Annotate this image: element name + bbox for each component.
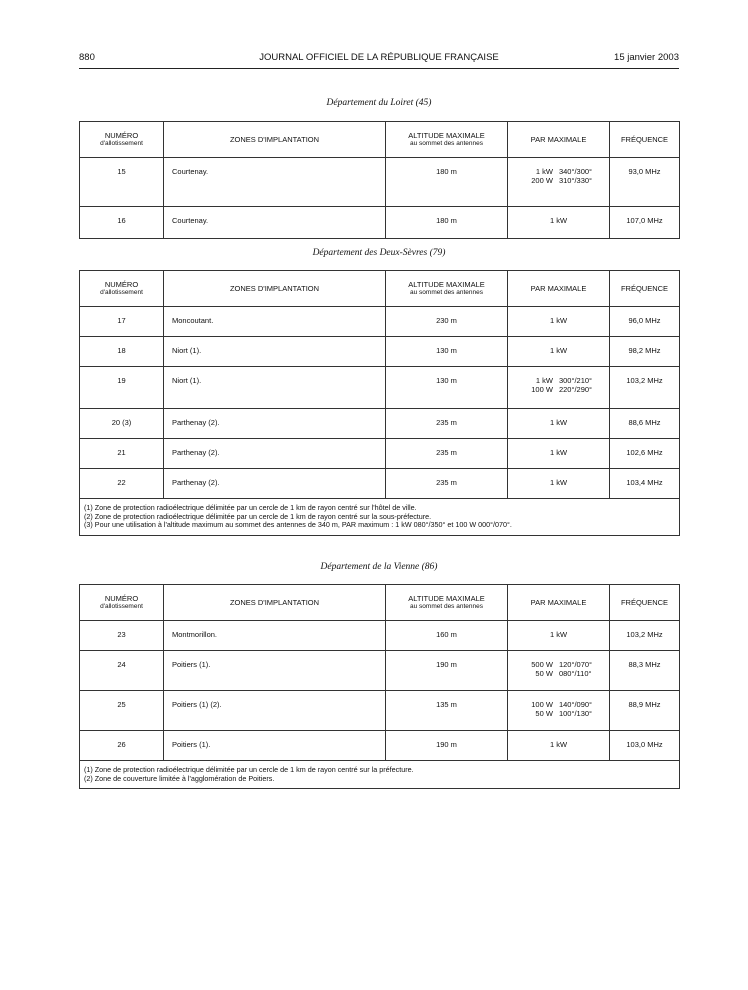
par-power: 1 kW — [549, 478, 568, 487]
par-directions: 120°/070° — [558, 660, 593, 669]
max-par — [508, 307, 610, 337]
max-altitude: 235 m — [386, 469, 508, 499]
journal-title: JOURNAL OFFICIEL DE LA RÉPUBLIQUE FRANÇAISE — [259, 52, 499, 63]
max-altitude: 235 m — [386, 409, 508, 439]
max-par — [508, 469, 610, 499]
allotment-number: 22 — [80, 469, 164, 499]
zone-name: Niort (1). — [164, 337, 386, 367]
table-row — [80, 337, 680, 367]
par-directions: 100°/130° — [558, 709, 593, 718]
table-row — [80, 158, 680, 207]
max-altitude: 235 m — [386, 439, 508, 469]
allotment-number: 25 — [80, 691, 164, 731]
zone-name: Courtenay. — [164, 158, 386, 207]
col-header-altitude-sub: au sommet des antennes — [410, 139, 483, 147]
col-header-par: PAR MAXIMALE — [508, 271, 610, 307]
frequency: 88,9 MHz — [610, 691, 680, 731]
max-altitude: 135 m — [386, 691, 508, 731]
zone-name: Moncoutant. — [164, 307, 386, 337]
col-header-altitude-title: ALTITUDE MAXIMALE — [408, 279, 485, 289]
footnote: (2) Zone de protection radioélectrique délimitée par un cercle de 1 km de rayon centré sur la sous-préfecture. — [84, 511, 432, 521]
par-directions: 220°/290° — [558, 385, 593, 394]
footnotes — [80, 761, 680, 789]
max-par — [508, 621, 610, 651]
allotment-number: 23 — [80, 621, 164, 651]
par-power: 500 W — [531, 660, 553, 669]
zone-name: Niort (1). — [164, 367, 386, 409]
col-header-par: PAR MAXIMALE — [508, 585, 610, 621]
par-lines — [525, 376, 592, 394]
notes-row — [80, 761, 680, 789]
par-power: 1 kW — [549, 316, 568, 325]
par-power: 50 W — [535, 709, 553, 718]
table-row — [80, 439, 680, 469]
max-altitude: 190 m — [386, 651, 508, 691]
par-power: 200 W — [531, 176, 553, 185]
col-header-zones: ZONES D'IMPLANTATION — [164, 271, 386, 307]
table-row — [80, 691, 680, 731]
max-par — [508, 731, 610, 761]
max-altitude: 130 m — [386, 367, 508, 409]
max-altitude: 180 m — [386, 207, 508, 239]
par-power: 1 kW — [549, 448, 568, 457]
par-power: 1 kW — [535, 376, 553, 385]
par-power: 1 kW — [549, 216, 568, 225]
frequency: 103,2 MHz — [610, 367, 680, 409]
col-header-number — [80, 585, 164, 621]
allotment-number: 19 — [80, 367, 164, 409]
col-header-number-title: NUMÉRO — [104, 130, 139, 140]
table-row — [80, 207, 680, 239]
max-altitude: 160 m — [386, 621, 508, 651]
col-header-frequency: FRÉQUENCE — [610, 122, 680, 158]
frequency: 88,3 MHz — [610, 651, 680, 691]
max-par — [508, 337, 610, 367]
col-header-number — [80, 271, 164, 307]
col-header-zones: ZONES D'IMPLANTATION — [164, 122, 386, 158]
section-title-deux-sevres: Département des Deux-Sèvres (79) — [312, 248, 446, 258]
frequency: 103,0 MHz — [610, 731, 680, 761]
col-header-altitude — [386, 122, 508, 158]
frequency: 103,2 MHz — [610, 621, 680, 651]
zone-name: Montmorillon. — [164, 621, 386, 651]
frequency: 88,6 MHz — [610, 409, 680, 439]
par-line — [525, 660, 592, 669]
allotment-number: 20 (3) — [80, 409, 164, 439]
par-power: 1 kW — [535, 167, 553, 176]
allotment-number: 15 — [80, 158, 164, 207]
allotment-number: 24 — [80, 651, 164, 691]
max-altitude: 130 m — [386, 337, 508, 367]
table-row — [80, 621, 680, 651]
page-number: 880 — [79, 52, 95, 63]
allotment-number: 21 — [80, 439, 164, 469]
max-par — [508, 409, 610, 439]
col-header-altitude-sub: au sommet des antennes — [410, 602, 483, 610]
par-line — [525, 385, 592, 394]
frequency: 93,0 MHz — [610, 158, 680, 207]
col-header-number-sub: d'allotissement — [100, 139, 143, 147]
footnote: (3) Pour une utilisation à l'altitude maximum au sommet des antennes de 340 m, PAR maximum : 1 kW 080°/350° et 100 W 000°/070°. — [84, 520, 512, 530]
table-header-row — [80, 122, 680, 158]
par-power: 50 W — [535, 669, 553, 678]
allotment-number: 17 — [80, 307, 164, 337]
allotment-table-vienne — [79, 584, 680, 789]
max-par — [508, 367, 610, 409]
allotment-number: 18 — [80, 337, 164, 367]
table-header-row — [80, 585, 680, 621]
zone-name: Courtenay. — [164, 207, 386, 239]
section-title-loiret: Département du Loiret (45) — [326, 98, 432, 108]
col-header-number-title: NUMÉRO — [104, 279, 139, 289]
table-row — [80, 367, 680, 409]
col-header-frequency: FRÉQUENCE — [610, 271, 680, 307]
col-header-number — [80, 122, 164, 158]
col-header-altitude — [386, 271, 508, 307]
par-directions: 310°/330° — [558, 176, 593, 185]
col-header-zones: ZONES D'IMPLANTATION — [164, 585, 386, 621]
par-power: 1 kW — [549, 630, 568, 639]
par-line — [525, 700, 592, 709]
par-power: 1 kW — [549, 346, 568, 355]
col-header-altitude — [386, 585, 508, 621]
zone-name: Parthenay (2). — [164, 439, 386, 469]
allotment-table-deux-sevres — [79, 270, 680, 536]
max-par — [508, 691, 610, 731]
par-line — [525, 376, 592, 385]
max-par — [508, 158, 610, 207]
table-row — [80, 409, 680, 439]
par-line — [525, 669, 592, 678]
par-lines — [525, 700, 592, 718]
issue-date: 15 janvier 2003 — [614, 52, 679, 63]
frequency: 102,6 MHz — [610, 439, 680, 469]
table-row — [80, 469, 680, 499]
par-power: 1 kW — [549, 740, 568, 749]
table-row — [80, 731, 680, 761]
col-header-altitude-title: ALTITUDE MAXIMALE — [408, 593, 485, 603]
table-row — [80, 307, 680, 337]
allotment-number: 16 — [80, 207, 164, 239]
max-par — [508, 439, 610, 469]
max-altitude: 190 m — [386, 731, 508, 761]
footnotes — [80, 499, 680, 536]
par-line — [525, 167, 592, 176]
zone-name: Poitiers (1). — [164, 651, 386, 691]
col-header-par: PAR MAXIMALE — [508, 122, 610, 158]
par-power: 1 kW — [549, 418, 568, 427]
header-rule — [79, 68, 679, 69]
par-lines — [525, 660, 592, 678]
col-header-altitude-sub: au sommet des antennes — [410, 288, 483, 296]
table-row — [80, 651, 680, 691]
col-header-altitude-title: ALTITUDE MAXIMALE — [408, 130, 485, 140]
allotment-number: 26 — [80, 731, 164, 761]
col-header-number-title: NUMÉRO — [104, 593, 139, 603]
frequency: 103,4 MHz — [610, 469, 680, 499]
allotment-table-loiret — [79, 121, 680, 239]
max-par — [508, 651, 610, 691]
zone-name: Parthenay (2). — [164, 409, 386, 439]
par-line — [525, 176, 592, 185]
max-altitude: 230 m — [386, 307, 508, 337]
col-header-frequency: FRÉQUENCE — [610, 585, 680, 621]
col-header-number-sub: d'allotissement — [100, 288, 143, 296]
max-par — [508, 207, 610, 239]
footnote: (2) Zone de couverture limitée à l'agglomération de Poitiers. — [84, 773, 275, 783]
frequency: 96,0 MHz — [610, 307, 680, 337]
par-directions: 300°/210° — [558, 376, 593, 385]
par-power: 100 W — [531, 385, 553, 394]
frequency: 107,0 MHz — [610, 207, 680, 239]
section-title-vienne: Département de la Vienne (86) — [320, 562, 438, 572]
par-directions: 340°/300° — [558, 167, 593, 176]
col-header-number-sub: d'allotissement — [100, 602, 143, 610]
frequency: 98,2 MHz — [610, 337, 680, 367]
par-directions: 140°/090° — [558, 700, 593, 709]
notes-row — [80, 499, 680, 536]
zone-name: Parthenay (2). — [164, 469, 386, 499]
zone-name: Poitiers (1). — [164, 731, 386, 761]
footnote: (1) Zone de protection radioélectrique délimitée par un cercle de 1 km de rayon centré sur l'hôtel de ville. — [84, 503, 417, 512]
zone-name: Poitiers (1) (2). — [164, 691, 386, 731]
par-lines — [525, 167, 592, 185]
footnote: (1) Zone de protection radioélectrique délimitée par un cercle de 1 km de rayon centré sur la préfecture. — [84, 765, 414, 774]
max-altitude: 180 m — [386, 158, 508, 207]
table-header-row — [80, 271, 680, 307]
par-directions: 080°/110° — [558, 669, 592, 678]
par-power: 100 W — [531, 700, 553, 709]
par-line — [525, 709, 592, 718]
